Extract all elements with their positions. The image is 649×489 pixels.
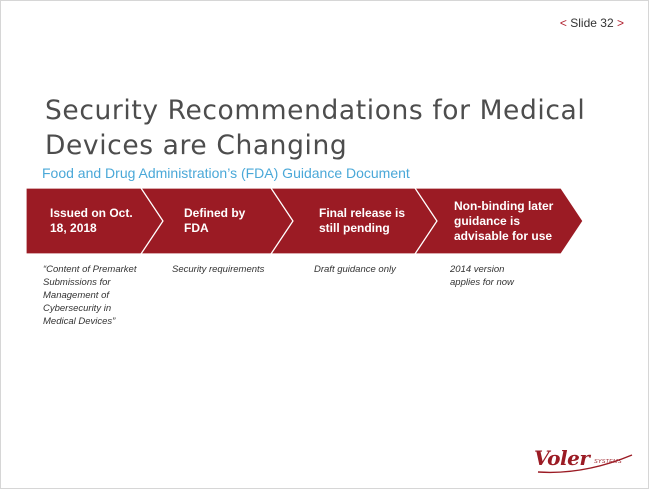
step-2-note: Security requirements bbox=[172, 264, 265, 275]
slide-navigation bbox=[560, 16, 624, 30]
slide-title: Security Recommendations for Medical Devices are Changing bbox=[45, 95, 586, 161]
previous-slide-button[interactable]: < bbox=[559, 16, 567, 30]
step-4-note: 2014 version applies for now bbox=[450, 264, 514, 288]
chevron-step-1-label: Issued on Oct. 18, 2018 bbox=[50, 206, 133, 235]
next-slide-button[interactable]: > bbox=[616, 16, 624, 30]
chevron-step-3-label: Final release is still pending bbox=[319, 206, 406, 235]
chevron-step-2-label: Defined by FDA bbox=[184, 206, 246, 235]
voler-systems-logo bbox=[534, 446, 634, 476]
chevron-step-4-label: Non-binding later guidance is advisable for use bbox=[454, 198, 554, 243]
step-3-note: Draft guidance only bbox=[314, 264, 396, 275]
logo-wordmark: Voler bbox=[534, 446, 590, 470]
logo-subtext: SYSTEMS bbox=[594, 459, 622, 465]
process-chevrons bbox=[26, 188, 586, 254]
slide-subtitle: Food and Drug Administration’s (FDA) Guidance Document bbox=[42, 165, 410, 181]
slide-number: Slide 32 bbox=[570, 16, 614, 30]
step-1-note: “Content of Premarket Submissions for Management of Cybersecurity in Medical Devices” bbox=[43, 264, 137, 327]
